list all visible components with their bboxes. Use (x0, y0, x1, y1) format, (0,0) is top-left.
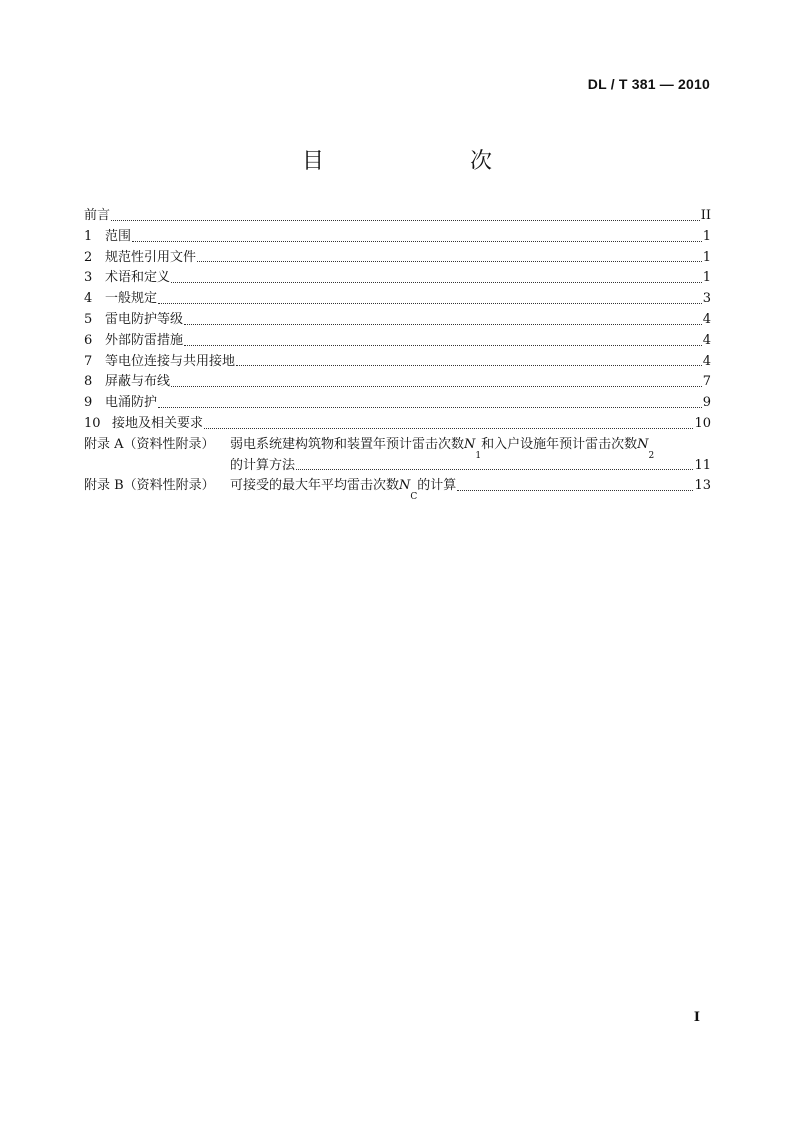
toc-page: 1 (702, 228, 711, 244)
toc-number: 10 (84, 415, 101, 431)
appendix-title-line-1: 可接受的最大年平均雷击次数 N C 的计算 13 (230, 478, 711, 503)
toc-label: 屏蔽与布线 (105, 374, 171, 390)
appendix-title (230, 435, 711, 477)
toc-page: 4 (702, 353, 711, 369)
toc-leader-dots (158, 303, 702, 304)
toc-page: 3 (702, 291, 711, 307)
toc-label: 外部防雷措施 (105, 332, 184, 348)
variable-n: N (399, 478, 411, 494)
toc-number: 7 (84, 353, 93, 369)
variable-n: N (464, 436, 476, 452)
appendix-text: 和入户设施年预计雷击次数 (481, 436, 638, 452)
toc-leader-dots (171, 282, 702, 283)
appendix-label: 附录 B（资料性附录） (84, 478, 215, 494)
toc-leader-dots (296, 469, 693, 470)
table-of-contents (84, 206, 711, 503)
toc-item-foreword[interactable] (84, 206, 711, 227)
toc-item-2[interactable] (84, 248, 711, 269)
toc-page: 11 (694, 457, 711, 473)
toc-label: 前言 (84, 208, 111, 223)
appendix-text: 弱电系统建构筑物和装置年预计雷击次数 (230, 436, 465, 452)
toc-page: 9 (702, 395, 711, 411)
appendix-title-line-1: 弱电系统建构筑物和装置年预计雷击次数 N 1 和入户设施年预计雷击次数 N 2 (230, 436, 655, 461)
toc-item-appendix-a[interactable] (84, 435, 711, 477)
toc-leader-dots (184, 345, 702, 346)
toc-leader-dots (184, 324, 702, 325)
toc-page: 4 (702, 311, 711, 327)
appendix-label: 附录 A（资料性附录） (84, 436, 215, 452)
toc-leader-dots (111, 220, 700, 221)
standard-number: DL / T 381 — 2010 (587, 76, 710, 92)
toc-page: 1 (702, 270, 711, 286)
appendix-title-line-2 (230, 456, 711, 477)
toc-number: 5 (84, 311, 93, 327)
toc-item-10[interactable] (84, 414, 711, 435)
toc-number: 8 (84, 374, 93, 390)
toc-page: II (700, 208, 711, 223)
toc-leader-dots (204, 428, 693, 429)
toc-number: 1 (84, 228, 93, 244)
toc-page: 7 (702, 374, 711, 390)
toc-leader-dots (236, 365, 702, 366)
toc-leader-dots (158, 407, 702, 408)
toc-item-5[interactable] (84, 310, 711, 331)
toc-page: 4 (702, 332, 711, 348)
toc-page: 10 (694, 415, 711, 431)
toc-label: 雷电防护等级 (105, 311, 184, 327)
appendix-text: 的计算方法 (230, 457, 296, 473)
toc-label: 电涌防护 (105, 395, 158, 411)
toc-label: 规范性引用文件 (105, 249, 197, 265)
page-number: I (693, 1010, 700, 1025)
toc-leader-dots (457, 490, 693, 491)
toc-item-7[interactable] (84, 352, 711, 373)
toc-number: 3 (84, 270, 93, 286)
variable-n: N (637, 436, 649, 452)
toc-label: 等电位连接与共用接地 (105, 353, 236, 369)
toc-label: 范围 (105, 228, 132, 244)
toc-item-6[interactable] (84, 331, 711, 352)
appendix-text: 的计算 (417, 478, 457, 494)
toc-item-4[interactable] (84, 289, 711, 310)
appendix-title (230, 476, 711, 503)
toc-label: 术语和定义 (105, 270, 171, 286)
toc-number: 6 (84, 332, 93, 348)
toc-item-8[interactable] (84, 372, 711, 393)
toc-leader-dots (132, 241, 702, 242)
toc-item-appendix-b[interactable] (84, 476, 711, 503)
toc-number: 9 (84, 395, 93, 411)
toc-item-3[interactable] (84, 268, 711, 289)
toc-leader-dots (197, 261, 702, 262)
toc-label: 接地及相关要求 (112, 415, 204, 431)
toc-number: 2 (84, 249, 93, 265)
toc-page: 1 (702, 249, 711, 265)
toc-page: 13 (694, 478, 711, 494)
toc-item-9[interactable] (84, 393, 711, 414)
page-title: 目 次 (301, 149, 526, 174)
toc-item-1[interactable] (84, 227, 711, 248)
appendix-text: 可接受的最大年平均雷击次数 (230, 478, 400, 494)
toc-leader-dots (171, 386, 702, 387)
toc-label: 一般规定 (105, 291, 158, 307)
toc-number: 4 (84, 291, 93, 307)
